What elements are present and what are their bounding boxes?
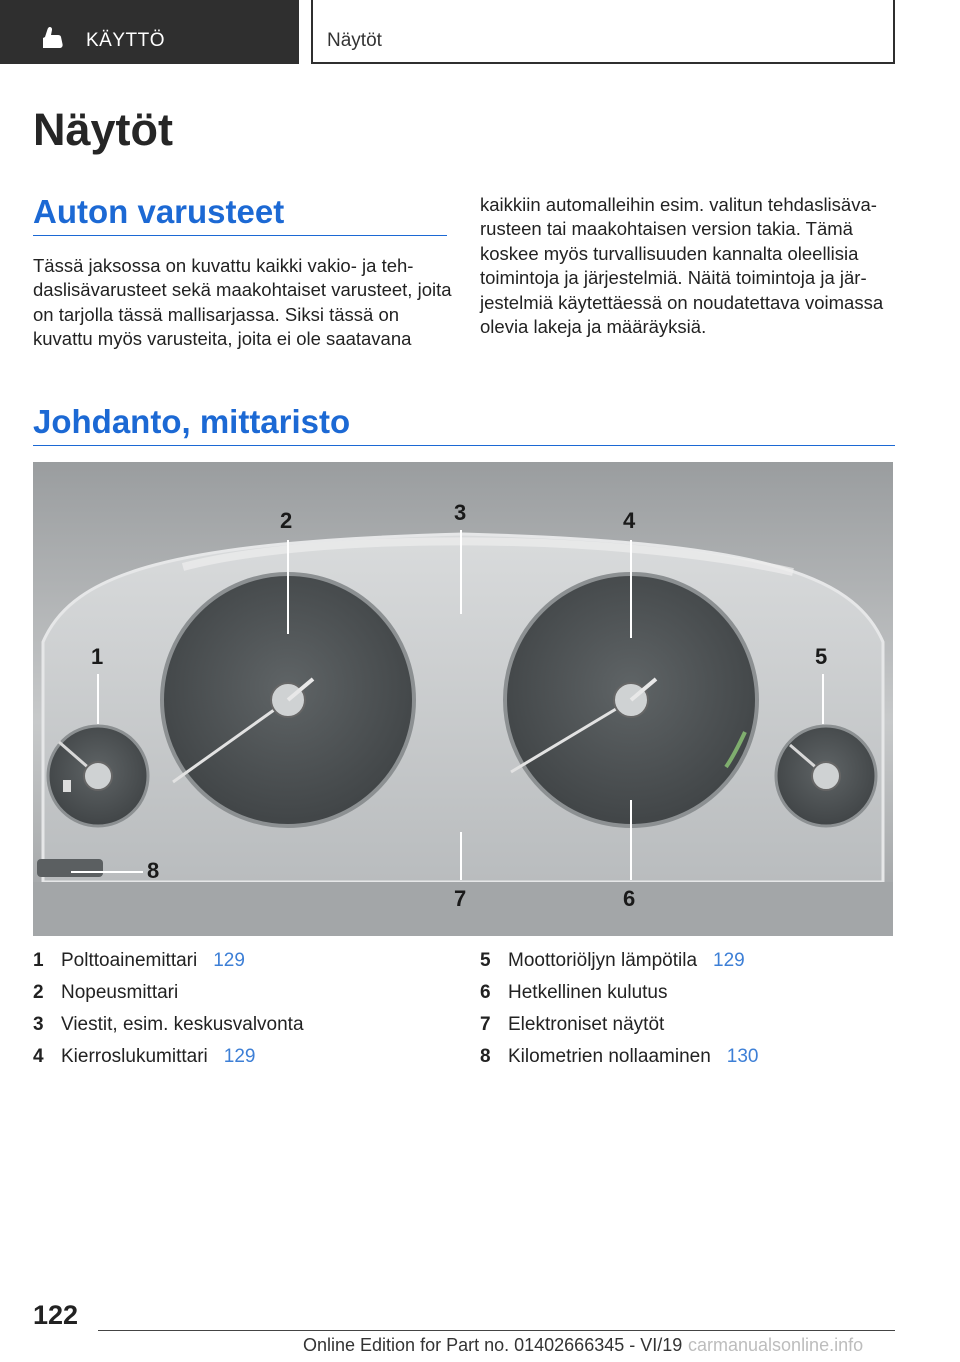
section-heading-equipment: Auton varusteet (33, 193, 447, 236)
page-title: Näytöt (33, 104, 174, 155)
page-reference-link[interactable]: 129 (213, 950, 245, 971)
breadcrumb (311, 0, 895, 64)
legend-item: 8 Kilometrien nollaaminen 130 (480, 1046, 759, 1067)
legend-left (33, 950, 453, 1078)
instrument-cluster-figure (33, 462, 893, 936)
page-reference-link[interactable]: 129 (223, 1046, 256, 1067)
fuel-gauge (48, 726, 148, 826)
legend-item: 7 Elektroniset näytöt (480, 1014, 665, 1035)
pointing-hand-icon (40, 26, 66, 50)
paragraph-right: kaikkiin automalleihin esim. valitun tehdaslisävarusteen tai maakohtaisen version takia. Tämä koskee myös turvallisuuden kannalta oleellisia toimintoja ja järjestelmiä. Näitä toimintoja ja järjestelmiä käytettäessä on noudatettava voimassa olevia lakeja ja määräyksiä. (480, 194, 884, 338)
footer-divider (98, 1330, 895, 1331)
callout-1: 1 (91, 644, 104, 669)
watermark: carmanualsonline.info (688, 1335, 864, 1355)
page-number: 122 (33, 1300, 79, 1330)
section-heading-cluster: Johdanto, mittaristo (33, 403, 895, 446)
section-label: KÄYTTÖ (86, 30, 166, 51)
section-tab[interactable] (0, 0, 299, 64)
legend-item: 4 Kierroslukumittari 129 (33, 1046, 256, 1067)
page-reference-link[interactable]: 129 (713, 950, 745, 971)
breadcrumb-label: Näytöt (327, 30, 382, 51)
legend-item: 1 Polttoainemittari 129 (33, 950, 245, 971)
trip-reset-button (37, 859, 103, 877)
legend-item: 2 Nopeusmittari (33, 982, 179, 1003)
paragraph-left: Tässä jaksossa on kuvattu kaikki vakio- ja tehdaslisävarusteet sekä maakohtaiset varusteet, joita on tarjolla tässä mallisarjassa. Siksi tässä on kuvattu myös varusteita, joita ei ole saatavana (33, 255, 452, 350)
legend-item: 3 Viestit, esim. keskusvalvonta (33, 1014, 304, 1035)
legend-item: 6 Hetkellinen kulutus (480, 982, 668, 1003)
oil-temperature-gauge (776, 726, 876, 826)
callout-7: 7 (454, 886, 467, 911)
callout-8: 8 (147, 858, 160, 883)
callout-2: 2 (280, 508, 293, 533)
callout-6: 6 (623, 886, 636, 911)
callout-5: 5 (815, 644, 828, 669)
footer-edition: Online Edition for Part no. 01402666345 - VI/19 (303, 1335, 683, 1355)
legend-right (480, 950, 900, 1078)
page-reference-link[interactable]: 130 (726, 1046, 759, 1067)
callout-4: 4 (623, 508, 636, 533)
legend-item: 5 Moottoriöljyn lämpötila 129 (480, 950, 745, 971)
callout-3: 3 (454, 500, 467, 525)
